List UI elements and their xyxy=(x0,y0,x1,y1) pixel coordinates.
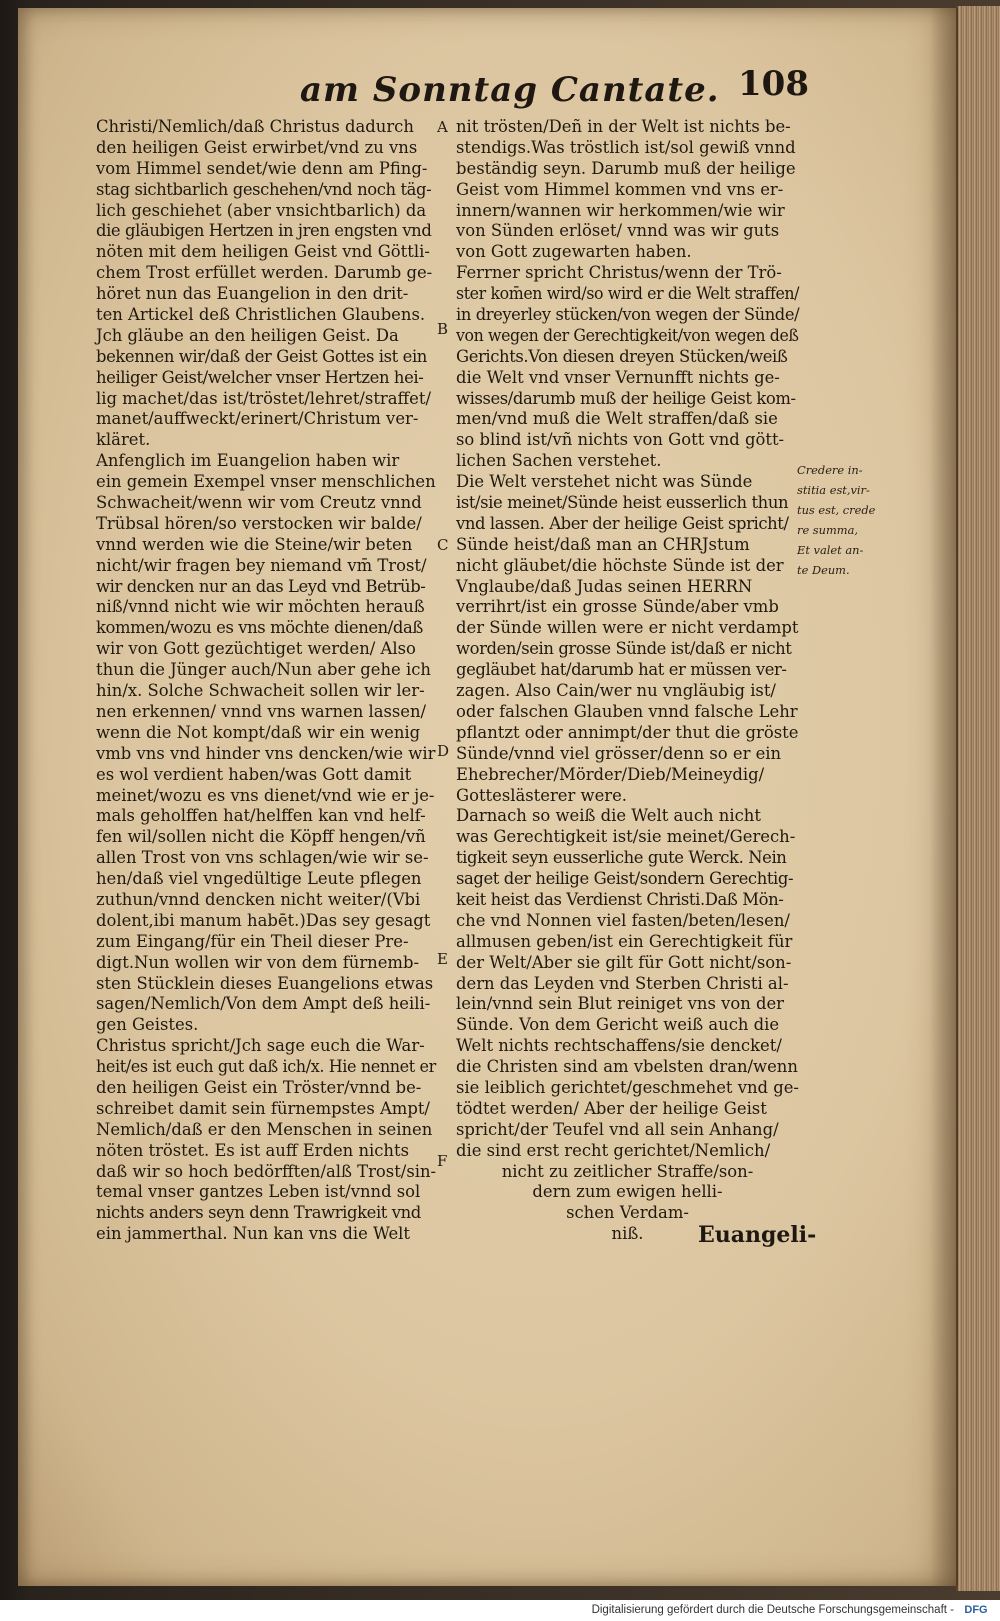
text-line: Die Welt verstehet nicht was Sünde xyxy=(456,472,753,492)
text-line: Trübsal hören/so verstocken wir balde/ xyxy=(96,513,422,533)
text-line: Vnglaube/daß Judas seinen HERRN xyxy=(456,576,753,596)
text-line: die gläubigen Hertzen in jren engsten vnd xyxy=(96,221,432,241)
text-line: nicht/wir fragen bey niemand vm̄ Trost/ xyxy=(96,555,427,575)
section-letter-f: F xyxy=(437,1152,448,1170)
text-line: nit trösten/Deñ in der Welt ist nichts be- xyxy=(456,117,791,136)
text-line: nen erkennen/ vnnd vns warnen lassen/ xyxy=(96,701,427,721)
section-letter-b: B xyxy=(437,320,449,338)
text-line: sten Stücklein dieses Euangelions etwas xyxy=(96,973,434,993)
text-line: oder falschen Glauben vnnd falsche Lehr xyxy=(456,701,798,721)
text-line: schreibet damit sein fürnempstes Ampt/ xyxy=(96,1098,430,1118)
text-line: den heiligen Geist erwirbet/vnd zu vns xyxy=(96,137,418,157)
marginal-note-line: Credere in- xyxy=(797,463,863,477)
text-line: höret nun das Euangelion in den drit- xyxy=(96,284,409,304)
text-line: Sünde heist/daß man an CHRJstum xyxy=(456,534,750,554)
text-line: stendigs.Was tröstlich ist/sol gewiß vnnd xyxy=(456,137,796,157)
text-line: zuthun/vnnd dencken nicht weiter/(Vbi xyxy=(96,889,421,909)
text-line: den heiligen Geist ein Tröster/vnnd be- xyxy=(96,1077,422,1097)
text-line: che vnd Nonnen viel fasten/beten/lesen/ xyxy=(456,910,790,930)
text-line: heit/es ist euch gut daß ich/x. Hie nennet er xyxy=(96,1057,436,1077)
section-letter-c: C xyxy=(437,536,449,554)
text-line: die Welt vnd vnser Vernunfft nichts ge- xyxy=(456,367,780,387)
text-line: dolent,ibi manum habēt.)Das sey gesagt xyxy=(96,910,431,930)
text-line: men/vnd muß die Welt straffen/daß sie xyxy=(456,409,778,429)
text-line: allen Trost von vns schlagen/wie wir se- xyxy=(96,848,429,868)
text-line: kläret. xyxy=(96,430,151,450)
text-line: Nemlich/daß er den Menschen in seinen xyxy=(96,1119,433,1139)
text-line: von Sünden erlöset/ vnnd was wir guts xyxy=(456,221,780,241)
text-line: niß/vnnd nicht wie wir möchten herauß xyxy=(96,597,425,617)
text-line: ster kom̄en wird/so wird er die Welt straffen/ xyxy=(456,284,800,304)
page-edge-shadow xyxy=(930,8,958,1586)
text-line: Christi/Nemlich/daß Christus dadurch xyxy=(96,117,414,136)
text-line: die sind erst recht gerichtet/Nemlich/ xyxy=(456,1140,771,1160)
section-letter-e: E xyxy=(437,950,448,968)
text-line: zagen. Also Cain/wer nu vngläubig ist/ xyxy=(456,681,776,701)
text-line: der Sünde willen were er nicht verdampt xyxy=(456,618,799,638)
text-line: in dreyerley stücken/von wegen der Sünde/ xyxy=(456,305,800,325)
text-line: dern zum ewigen helli- xyxy=(532,1182,723,1202)
text-line: nöten tröstet. Es ist auff Erden nichts xyxy=(96,1140,409,1160)
text-line: temal vnser gantzes Leben ist/vnnd sol xyxy=(96,1182,421,1202)
marginal-note-line: stitia est,vir- xyxy=(797,483,870,497)
text-line: Welt nichts rechtschaffens/sie dencket/ xyxy=(456,1036,782,1056)
text-line: tödtet werden/ Aber der heilige Geist xyxy=(456,1098,767,1118)
text-line: Geist vom Himmel kommen vnd vns er- xyxy=(456,179,784,199)
text-line: Anfenglich im Euangelion haben wir xyxy=(96,451,400,471)
marginal-note-line: Et valet an- xyxy=(797,543,864,557)
text-line: kommen/wozu es vns möchte dienen/daß xyxy=(96,618,423,638)
text-line: Schwacheit/wenn wir vom Creutz vnnd xyxy=(96,493,422,513)
text-line: es wol verdient haben/was Gott damit xyxy=(96,764,412,784)
section-letter-d: D xyxy=(437,742,450,760)
text-line: gen Geistes. xyxy=(96,1015,199,1035)
text-line: manet/auffweckt/erinert/Christum ver- xyxy=(96,409,419,429)
text-line: hin/x. Solche Schwacheit sollen wir ler- xyxy=(96,681,425,701)
text-line: zum Eingang/für ein Theil dieser Pre- xyxy=(96,931,409,951)
text-line: Sünde. Von dem Gericht weiß auch die xyxy=(456,1015,780,1035)
text-line: Darnach so weiß die Welt auch nicht xyxy=(456,806,761,826)
text-line: bekennen wir/daß der Geist Gottes ist ein xyxy=(96,346,427,366)
text-line: wisses/darumb muß der heilige Geist kom- xyxy=(456,388,796,408)
text-line: Gotteslästerer were. xyxy=(456,785,628,805)
text-line: von Gott zugewarten haben. xyxy=(456,242,692,262)
text-line: vnnd werden wie die Steine/wir beten xyxy=(96,534,413,554)
text-line: saget der heilige Geist/sondern Gerechtig- xyxy=(456,869,794,889)
text-line: keit heist das Verdienst Christi.Daß Mön- xyxy=(456,889,784,909)
text-line: hen/daß viel vngedültige Leute pflegen xyxy=(96,869,422,889)
text-line: nöten mit dem heiligen Geist vnd Göttli- xyxy=(96,242,430,262)
text-line: vnd lassen. Aber der heilige Geist spricht/ xyxy=(456,513,789,533)
text-line: wir dencken nur an das Leyd vnd Betrüb- xyxy=(96,576,426,596)
text-line: vom Himmel sendet/wie denn am Pfing- xyxy=(96,158,428,178)
text-line: thun die Jünger auch/Nun aber gehe ich xyxy=(96,660,431,680)
text-line: beständig seyn. Darumb muß der heilige xyxy=(456,158,796,178)
text-line: spricht/der Teufel vnd all sein Anhang/ xyxy=(456,1119,779,1139)
text-line: nicht gläubet/die höchste Sünde ist der xyxy=(456,555,784,575)
text-line: fen wil/sollen nicht die Köpff hengen/vñ xyxy=(96,827,426,847)
text-line: niß. xyxy=(611,1224,644,1244)
text-line: ein gemein Exempel vnser menschlichen xyxy=(96,472,436,492)
text-line: verrihrt/ist ein grosse Sünde/aber vmb xyxy=(456,597,779,617)
text-line: allmusen geben/ist ein Gerechtigkeit für xyxy=(456,931,793,951)
text-line: ist/sie meinet/Sünde heist eusserlich thun xyxy=(456,493,789,513)
dfg-logo: DFG xyxy=(964,1604,988,1616)
text-line: sagen/Nemlich/Von dem Ampt deß heili- xyxy=(96,994,431,1014)
text-line: Sünde/vnnd viel grösser/denn so er ein xyxy=(456,743,782,763)
text-line: worden/sein grosse Sünde ist/daß er nicht xyxy=(456,639,792,659)
text-line: Jch gläube an den heiligen Geist. Da xyxy=(96,325,399,345)
book-fore-edge xyxy=(956,6,1000,1591)
text-line: schen Verdam- xyxy=(566,1203,689,1223)
text-line: Ferrner spricht Christus/wenn der Trö- xyxy=(456,263,782,283)
text-line: ten Artickel deß Christlichen Glaubens. xyxy=(96,305,426,325)
text-line: heiliger Geist/welcher vnser Hertzen hei- xyxy=(96,367,424,387)
text-line: ein jammerthal. Nun kan vns die Welt xyxy=(96,1224,411,1244)
folio-number: 108 xyxy=(738,64,809,104)
text-line: lichen Sachen verstehet. xyxy=(456,451,662,471)
text-line: innern/wannen wir herkommen/wie wir xyxy=(456,200,785,220)
text-line: pflantzt oder annimpt/der thut die gröste xyxy=(456,722,799,742)
text-line: chem Trost erfüllet werden. Darumb ge- xyxy=(96,263,433,283)
text-line: wir von Gott gezüchtiget werden/ Also xyxy=(96,639,416,659)
text-line: Gerichts.Von diesen dreyen Stücken/weiß xyxy=(456,346,788,366)
text-line: daß wir so hoch bedörfften/alß Trost/sin- xyxy=(96,1161,437,1181)
marginal-note-line: tus est, crede xyxy=(797,503,876,517)
section-letter-a: A xyxy=(437,118,448,136)
text-line: die Christen sind am vbelsten dran/wenn xyxy=(456,1057,798,1077)
text-line: so blind ist/vñ nichts von Gott vnd gött- xyxy=(456,430,785,450)
text-line: lein/vnnd sein Blut reiniget vns von der xyxy=(456,994,785,1014)
text-line: digt.Nun wollen wir von dem fürnemb- xyxy=(96,952,419,972)
text-line: vmb vns vnd hinder vns dencken/wie wir xyxy=(96,743,436,763)
text-line: Christus spricht/Jch sage euch die War- xyxy=(96,1036,425,1056)
text-line: gegläubet hat/darumb hat er müssen ver- xyxy=(456,660,787,680)
left-text-column xyxy=(96,117,436,1245)
catchword: Euangeli- xyxy=(698,1222,817,1248)
text-line: wenn die Not kompt/daß wir ein wenig xyxy=(96,722,421,742)
marginal-note-line: re summa, xyxy=(797,523,859,537)
text-line: nichts anders seyn denn Trawrigkeit vnd xyxy=(96,1203,421,1223)
text-line: von wegen der Gerechtigkeit/von wegen deß xyxy=(456,325,799,345)
text-line: meinet/wozu es vns dienet/vnd wie er je- xyxy=(96,785,435,805)
digitization-credit: Digitalisierung gefördert durch die Deutsche Forschungsgemeinschaft - xyxy=(591,1604,954,1616)
text-line: lig machet/das ist/tröstet/lehret/straffet/ xyxy=(96,388,431,408)
text-line: mals geholffen hat/helffen kan vnd helf- xyxy=(96,806,426,826)
text-line: tigkeit seyn eusserliche gute Werck. Nein xyxy=(456,848,787,868)
text-line: dern das Leyden vnd Sterben Christi al- xyxy=(456,973,789,993)
text-line: was Gerechtigkeit ist/sie meinet/Gerech- xyxy=(456,827,796,847)
right-text-column xyxy=(456,117,799,1245)
text-line: der Welt/Aber sie gilt für Gott nicht/son- xyxy=(456,952,792,972)
text-line: lich geschiehet (aber vnsichtbarlich) da xyxy=(96,200,427,220)
marginal-note-line: te Deum. xyxy=(797,563,850,577)
marginal-note xyxy=(797,460,882,580)
text-line: stag sichtbarlich geschehen/vnd noch täg- xyxy=(96,179,432,199)
text-line: sie leiblich gerichtet/geschmehet vnd ge- xyxy=(456,1077,799,1097)
text-line: Ehebrecher/Mörder/Dieb/Meineydig/ xyxy=(456,764,765,784)
text-line: nicht zu zeitlicher Straffe/son- xyxy=(501,1161,754,1181)
running-title: am Sonntag Cantate. xyxy=(300,70,720,110)
